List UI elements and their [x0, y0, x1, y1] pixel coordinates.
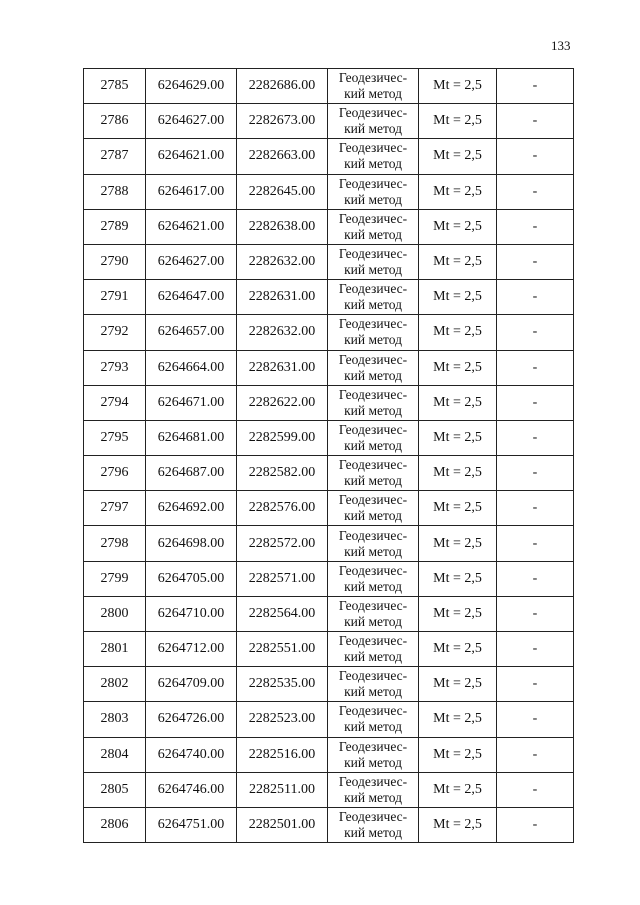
point-number-cell: 2801 — [84, 632, 146, 667]
y-coordinate-cell: 2282564.00 — [237, 596, 328, 631]
note-cell: - — [497, 561, 574, 596]
note-cell: - — [497, 772, 574, 807]
y-coordinate-cell: 2282631.00 — [237, 280, 328, 315]
table-row — [84, 350, 574, 385]
note-cell: - — [497, 139, 574, 174]
method-line-1: Геодезичес- — [338, 281, 408, 297]
method-cell — [328, 69, 419, 104]
method-line-1: Геодезичес- — [338, 457, 408, 473]
method-cell — [328, 526, 419, 561]
page-number: 133 — [551, 38, 571, 53]
accuracy-cell: Mt = 2,5 — [419, 596, 497, 631]
table-row — [84, 737, 574, 772]
method-line-1: Геодезичес- — [338, 738, 408, 754]
point-number-cell: 2803 — [84, 702, 146, 737]
coordinates-table — [83, 68, 574, 843]
note-cell: - — [497, 807, 574, 842]
note-cell: - — [497, 174, 574, 209]
method-cell — [328, 104, 419, 139]
y-coordinate-cell: 2282632.00 — [237, 315, 328, 350]
method-line-2: кий метод — [344, 402, 402, 418]
note-cell: - — [497, 596, 574, 631]
method-line-2: кий метод — [344, 121, 402, 137]
y-coordinate-cell: 2282638.00 — [237, 209, 328, 244]
method-line-1: Геодезичес- — [338, 140, 408, 156]
method-line-1: Геодезичес- — [338, 316, 408, 332]
accuracy-cell: Mt = 2,5 — [419, 385, 497, 420]
method-line-1: Геодезичес- — [338, 421, 408, 437]
y-coordinate-cell: 2282572.00 — [237, 526, 328, 561]
x-coordinate-cell: 6264726.00 — [146, 702, 237, 737]
method-line-1: Геодезичес- — [338, 773, 408, 789]
method-cell — [328, 561, 419, 596]
point-number-cell: 2789 — [84, 209, 146, 244]
y-coordinate-cell: 2282686.00 — [237, 69, 328, 104]
method-cell — [328, 807, 419, 842]
method-cell — [328, 244, 419, 279]
point-number-cell: 2800 — [84, 596, 146, 631]
note-cell: - — [497, 491, 574, 526]
method-line-2: кий метод — [344, 156, 402, 172]
point-number-cell: 2787 — [84, 139, 146, 174]
method-line-2: кий метод — [344, 367, 402, 383]
method-cell — [328, 596, 419, 631]
point-number-cell: 2794 — [84, 385, 146, 420]
accuracy-cell: Mt = 2,5 — [419, 244, 497, 279]
table-row — [84, 280, 574, 315]
y-coordinate-cell: 2282582.00 — [237, 456, 328, 491]
accuracy-cell: Mt = 2,5 — [419, 632, 497, 667]
method-line-1: Геодезичес- — [338, 597, 408, 613]
table-row — [84, 667, 574, 702]
note-cell: - — [497, 667, 574, 702]
x-coordinate-cell: 6264621.00 — [146, 139, 237, 174]
method-cell — [328, 315, 419, 350]
x-coordinate-cell: 6264671.00 — [146, 385, 237, 420]
table-row — [84, 385, 574, 420]
accuracy-cell: Mt = 2,5 — [419, 491, 497, 526]
accuracy-cell: Mt = 2,5 — [419, 526, 497, 561]
method-line-2: кий метод — [344, 473, 402, 489]
method-line-1: Геодезичес- — [338, 246, 408, 262]
note-cell: - — [497, 385, 574, 420]
method-cell — [328, 772, 419, 807]
method-line-1: Геодезичес- — [338, 703, 408, 719]
accuracy-cell: Mt = 2,5 — [419, 807, 497, 842]
x-coordinate-cell: 6264681.00 — [146, 420, 237, 455]
method-line-1: Геодезичес- — [338, 633, 408, 649]
method-line-2: кий метод — [344, 191, 402, 207]
method-cell — [328, 667, 419, 702]
x-coordinate-cell: 6264617.00 — [146, 174, 237, 209]
table-row — [84, 702, 574, 737]
y-coordinate-cell: 2282663.00 — [237, 139, 328, 174]
table-row — [84, 244, 574, 279]
x-coordinate-cell: 6264629.00 — [146, 69, 237, 104]
table-row — [84, 772, 574, 807]
method-line-2: кий метод — [344, 578, 402, 594]
method-line-2: кий метод — [344, 754, 402, 770]
y-coordinate-cell: 2282631.00 — [237, 350, 328, 385]
note-cell: - — [497, 456, 574, 491]
table-row — [84, 491, 574, 526]
point-number-cell: 2785 — [84, 69, 146, 104]
point-number-cell: 2802 — [84, 667, 146, 702]
method-cell — [328, 139, 419, 174]
table-row — [84, 632, 574, 667]
table-row — [84, 315, 574, 350]
x-coordinate-cell: 6264692.00 — [146, 491, 237, 526]
method-line-1: Геодезичес- — [338, 210, 408, 226]
method-cell — [328, 350, 419, 385]
method-line-2: кий метод — [344, 825, 402, 841]
method-cell — [328, 174, 419, 209]
method-line-1: Геодезичес- — [338, 105, 408, 121]
x-coordinate-cell: 6264712.00 — [146, 632, 237, 667]
x-coordinate-cell: 6264751.00 — [146, 807, 237, 842]
y-coordinate-cell: 2282551.00 — [237, 632, 328, 667]
method-line-2: кий метод — [344, 437, 402, 453]
method-cell — [328, 632, 419, 667]
x-coordinate-cell: 6264647.00 — [146, 280, 237, 315]
y-coordinate-cell: 2282599.00 — [237, 420, 328, 455]
method-line-1: Геодезичес- — [338, 562, 408, 578]
method-line-2: кий метод — [344, 789, 402, 805]
table-body — [84, 69, 574, 843]
point-number-cell: 2792 — [84, 315, 146, 350]
y-coordinate-cell: 2282501.00 — [237, 807, 328, 842]
method-cell — [328, 702, 419, 737]
table-row — [84, 420, 574, 455]
accuracy-cell: Mt = 2,5 — [419, 456, 497, 491]
accuracy-cell: Mt = 2,5 — [419, 280, 497, 315]
point-number-cell: 2788 — [84, 174, 146, 209]
note-cell: - — [497, 280, 574, 315]
method-cell — [328, 491, 419, 526]
x-coordinate-cell: 6264687.00 — [146, 456, 237, 491]
x-coordinate-cell: 6264621.00 — [146, 209, 237, 244]
note-cell: - — [497, 244, 574, 279]
table-row — [84, 209, 574, 244]
accuracy-cell: Mt = 2,5 — [419, 69, 497, 104]
method-line-2: кий метод — [344, 508, 402, 524]
point-number-cell: 2796 — [84, 456, 146, 491]
x-coordinate-cell: 6264709.00 — [146, 667, 237, 702]
accuracy-cell: Mt = 2,5 — [419, 209, 497, 244]
point-number-cell: 2790 — [84, 244, 146, 279]
table-row — [84, 69, 574, 104]
method-line-2: кий метод — [344, 684, 402, 700]
note-cell: - — [497, 315, 574, 350]
note-cell: - — [497, 526, 574, 561]
method-cell — [328, 420, 419, 455]
method-cell — [328, 737, 419, 772]
note-cell: - — [497, 350, 574, 385]
accuracy-cell: Mt = 2,5 — [419, 737, 497, 772]
table-row — [84, 139, 574, 174]
y-coordinate-cell: 2282632.00 — [237, 244, 328, 279]
note-cell: - — [497, 209, 574, 244]
table-row — [84, 456, 574, 491]
note-cell: - — [497, 104, 574, 139]
method-line-2: кий метод — [344, 86, 402, 102]
table-row — [84, 807, 574, 842]
method-line-1: Геодезичес- — [338, 386, 408, 402]
y-coordinate-cell: 2282511.00 — [237, 772, 328, 807]
method-line-1: Геодезичес- — [338, 809, 408, 825]
method-line-2: кий метод — [344, 297, 402, 313]
point-number-cell: 2804 — [84, 737, 146, 772]
y-coordinate-cell: 2282622.00 — [237, 385, 328, 420]
note-cell: - — [497, 702, 574, 737]
method-line-1: Геодезичес- — [338, 492, 408, 508]
x-coordinate-cell: 6264705.00 — [146, 561, 237, 596]
x-coordinate-cell: 6264746.00 — [146, 772, 237, 807]
method-line-2: кий метод — [344, 543, 402, 559]
note-cell: - — [497, 737, 574, 772]
point-number-cell: 2797 — [84, 491, 146, 526]
accuracy-cell: Mt = 2,5 — [419, 174, 497, 209]
y-coordinate-cell: 2282516.00 — [237, 737, 328, 772]
table-row — [84, 104, 574, 139]
method-line-2: кий метод — [344, 332, 402, 348]
y-coordinate-cell: 2282571.00 — [237, 561, 328, 596]
y-coordinate-cell: 2282645.00 — [237, 174, 328, 209]
method-cell — [328, 456, 419, 491]
note-cell: - — [497, 632, 574, 667]
accuracy-cell: Mt = 2,5 — [419, 561, 497, 596]
x-coordinate-cell: 6264664.00 — [146, 350, 237, 385]
accuracy-cell: Mt = 2,5 — [419, 702, 497, 737]
method-line-2: кий метод — [344, 719, 402, 735]
x-coordinate-cell: 6264627.00 — [146, 104, 237, 139]
method-line-1: Геодезичес- — [338, 527, 408, 543]
method-line-1: Геодезичес- — [338, 70, 408, 86]
table-row — [84, 526, 574, 561]
point-number-cell: 2806 — [84, 807, 146, 842]
method-line-2: кий метод — [344, 226, 402, 242]
method-line-2: кий метод — [344, 262, 402, 278]
point-number-cell: 2795 — [84, 420, 146, 455]
point-number-cell: 2799 — [84, 561, 146, 596]
table-row — [84, 561, 574, 596]
table-row — [84, 174, 574, 209]
method-line-1: Геодезичес- — [338, 668, 408, 684]
point-number-cell: 2805 — [84, 772, 146, 807]
accuracy-cell: Mt = 2,5 — [419, 139, 497, 174]
point-number-cell: 2798 — [84, 526, 146, 561]
y-coordinate-cell: 2282535.00 — [237, 667, 328, 702]
accuracy-cell: Mt = 2,5 — [419, 315, 497, 350]
method-cell — [328, 209, 419, 244]
x-coordinate-cell: 6264627.00 — [146, 244, 237, 279]
note-cell: - — [497, 69, 574, 104]
accuracy-cell: Mt = 2,5 — [419, 667, 497, 702]
point-number-cell: 2793 — [84, 350, 146, 385]
method-cell — [328, 280, 419, 315]
accuracy-cell: Mt = 2,5 — [419, 104, 497, 139]
accuracy-cell: Mt = 2,5 — [419, 772, 497, 807]
table-row — [84, 596, 574, 631]
x-coordinate-cell: 6264698.00 — [146, 526, 237, 561]
note-cell: - — [497, 420, 574, 455]
x-coordinate-cell: 6264710.00 — [146, 596, 237, 631]
accuracy-cell: Mt = 2,5 — [419, 420, 497, 455]
y-coordinate-cell: 2282523.00 — [237, 702, 328, 737]
x-coordinate-cell: 6264740.00 — [146, 737, 237, 772]
method-line-2: кий метод — [344, 613, 402, 629]
y-coordinate-cell: 2282673.00 — [237, 104, 328, 139]
point-number-cell: 2786 — [84, 104, 146, 139]
method-line-2: кий метод — [344, 649, 402, 665]
y-coordinate-cell: 2282576.00 — [237, 491, 328, 526]
point-number-cell: 2791 — [84, 280, 146, 315]
accuracy-cell: Mt = 2,5 — [419, 350, 497, 385]
method-line-1: Геодезичес- — [338, 175, 408, 191]
method-line-1: Геодезичес- — [338, 351, 408, 367]
method-cell — [328, 385, 419, 420]
x-coordinate-cell: 6264657.00 — [146, 315, 237, 350]
